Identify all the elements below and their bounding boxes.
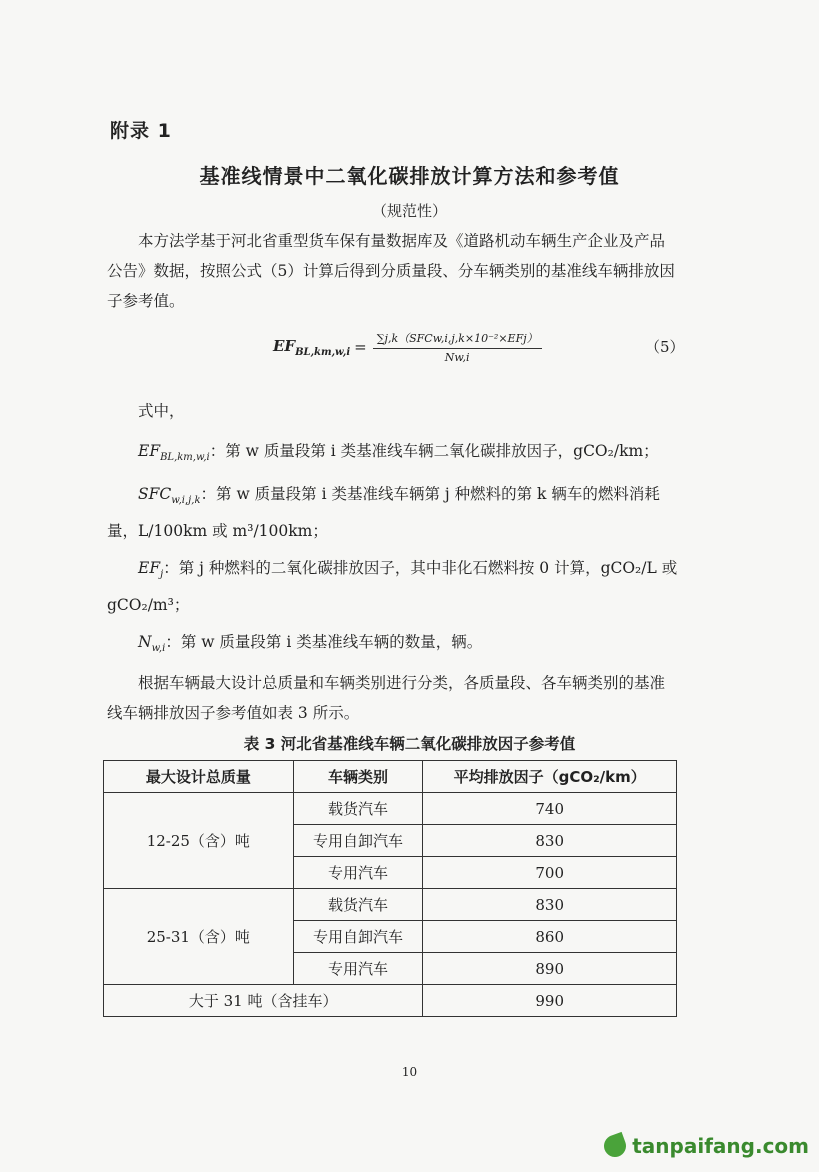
where-label: 式中， <box>138 402 185 420</box>
appendix-label: 附录 1 <box>110 120 172 142</box>
formula-lhs: $EF_{BL,km,w,i}$ <box>273 336 351 358</box>
def-symbol: $N_{w,i}$ <box>138 633 166 655</box>
watermark <box>604 1134 809 1158</box>
value-cell: 990 <box>423 985 677 1017</box>
table-row <box>104 985 677 1017</box>
watermark-text: tanpaifang.com <box>632 1134 809 1158</box>
table-row <box>104 793 677 825</box>
def-symbol: $EF_{BL,km,w,i}$ <box>138 442 210 464</box>
classify-paragraph: 根据车辆最大设计总质量和车辆类别进行分类，各质量段、各车辆类别的基准线车辆排放因子参考值如表 3 所示。 <box>107 674 666 722</box>
page-subtitle: （规范性） <box>371 202 447 220</box>
leaf-icon <box>601 1132 629 1160</box>
emission-factor-table <box>103 760 677 1017</box>
category-cell: 载货汽车 <box>293 889 423 921</box>
formula-fraction <box>373 330 542 364</box>
definition-n: $N_{w,i}$：第 w 质量段第 i 类基准线车辆的数量，辆。 <box>138 633 483 655</box>
value-cell: 700 <box>423 857 677 889</box>
definition-ef-j: $EF_j$：第 j 种燃料的二氧化碳排放因子，其中非化石燃料按 0 计算，gCO₂/L 或 gCO₂/m³； <box>107 559 678 615</box>
value-cell: 860 <box>423 921 677 953</box>
header-factor: 平均排放因子（gCO₂/km） <box>423 761 677 793</box>
category-cell: 专用汽车 <box>293 953 423 985</box>
page-title: 基准线情景中二氧化碳排放计算方法和参考值 <box>199 164 620 188</box>
table-caption: 表 3 河北省基准线车辆二氧化碳排放因子参考值 <box>243 735 576 753</box>
value-cell: 740 <box>423 793 677 825</box>
def-symbol: $SFC_{w,i,j,k}$ <box>138 485 201 507</box>
mass-cell: 大于 31 吨（含挂车） <box>104 985 423 1017</box>
category-cell: 专用自卸汽车 <box>293 825 423 857</box>
formula-numerator: ∑j,k（SFCw,i,j,k×10⁻²×EFj） <box>373 330 542 349</box>
formula-5 <box>273 330 542 364</box>
formula-denominator: Nw,i <box>444 351 470 364</box>
definition-ef-bl: $EF_{BL,km,w,i}$：第 w 质量段第 i 类基准线车辆二氧化碳排放因子，gCO₂/km； <box>138 442 659 464</box>
mass-cell: 12-25（含）吨 <box>104 793 294 889</box>
header-category: 车辆类别 <box>293 761 423 793</box>
table-row <box>104 889 677 921</box>
def-symbol: $EF_j$ <box>138 559 164 581</box>
value-cell: 890 <box>423 953 677 985</box>
intro-paragraph: 本方法学基于河北省重型货车保有量数据库及《道路机动车辆生产企业及产品公告》数据，按照公式（5）计算后得到分质量段、分车辆类别的基准线车辆排放因子参考值。 <box>107 232 675 310</box>
table-header-row <box>104 761 677 793</box>
formula-equals: = <box>354 338 367 356</box>
mass-cell: 25-31（含）吨 <box>104 889 294 985</box>
category-cell: 专用自卸汽车 <box>293 921 423 953</box>
category-cell: 载货汽车 <box>293 793 423 825</box>
category-cell: 专用汽车 <box>293 857 423 889</box>
value-cell: 830 <box>423 889 677 921</box>
formula-number: （5） <box>645 338 685 356</box>
definition-sfc: $SFC_{w,i,j,k}$：第 w 质量段第 i 类基准线车辆第 j 种燃料的第 k 辆车的燃料消耗量，L/100km 或 m³/100km； <box>107 485 660 541</box>
page-number: 10 <box>401 1065 418 1079</box>
value-cell: 830 <box>423 825 677 857</box>
header-mass: 最大设计总质量 <box>104 761 294 793</box>
